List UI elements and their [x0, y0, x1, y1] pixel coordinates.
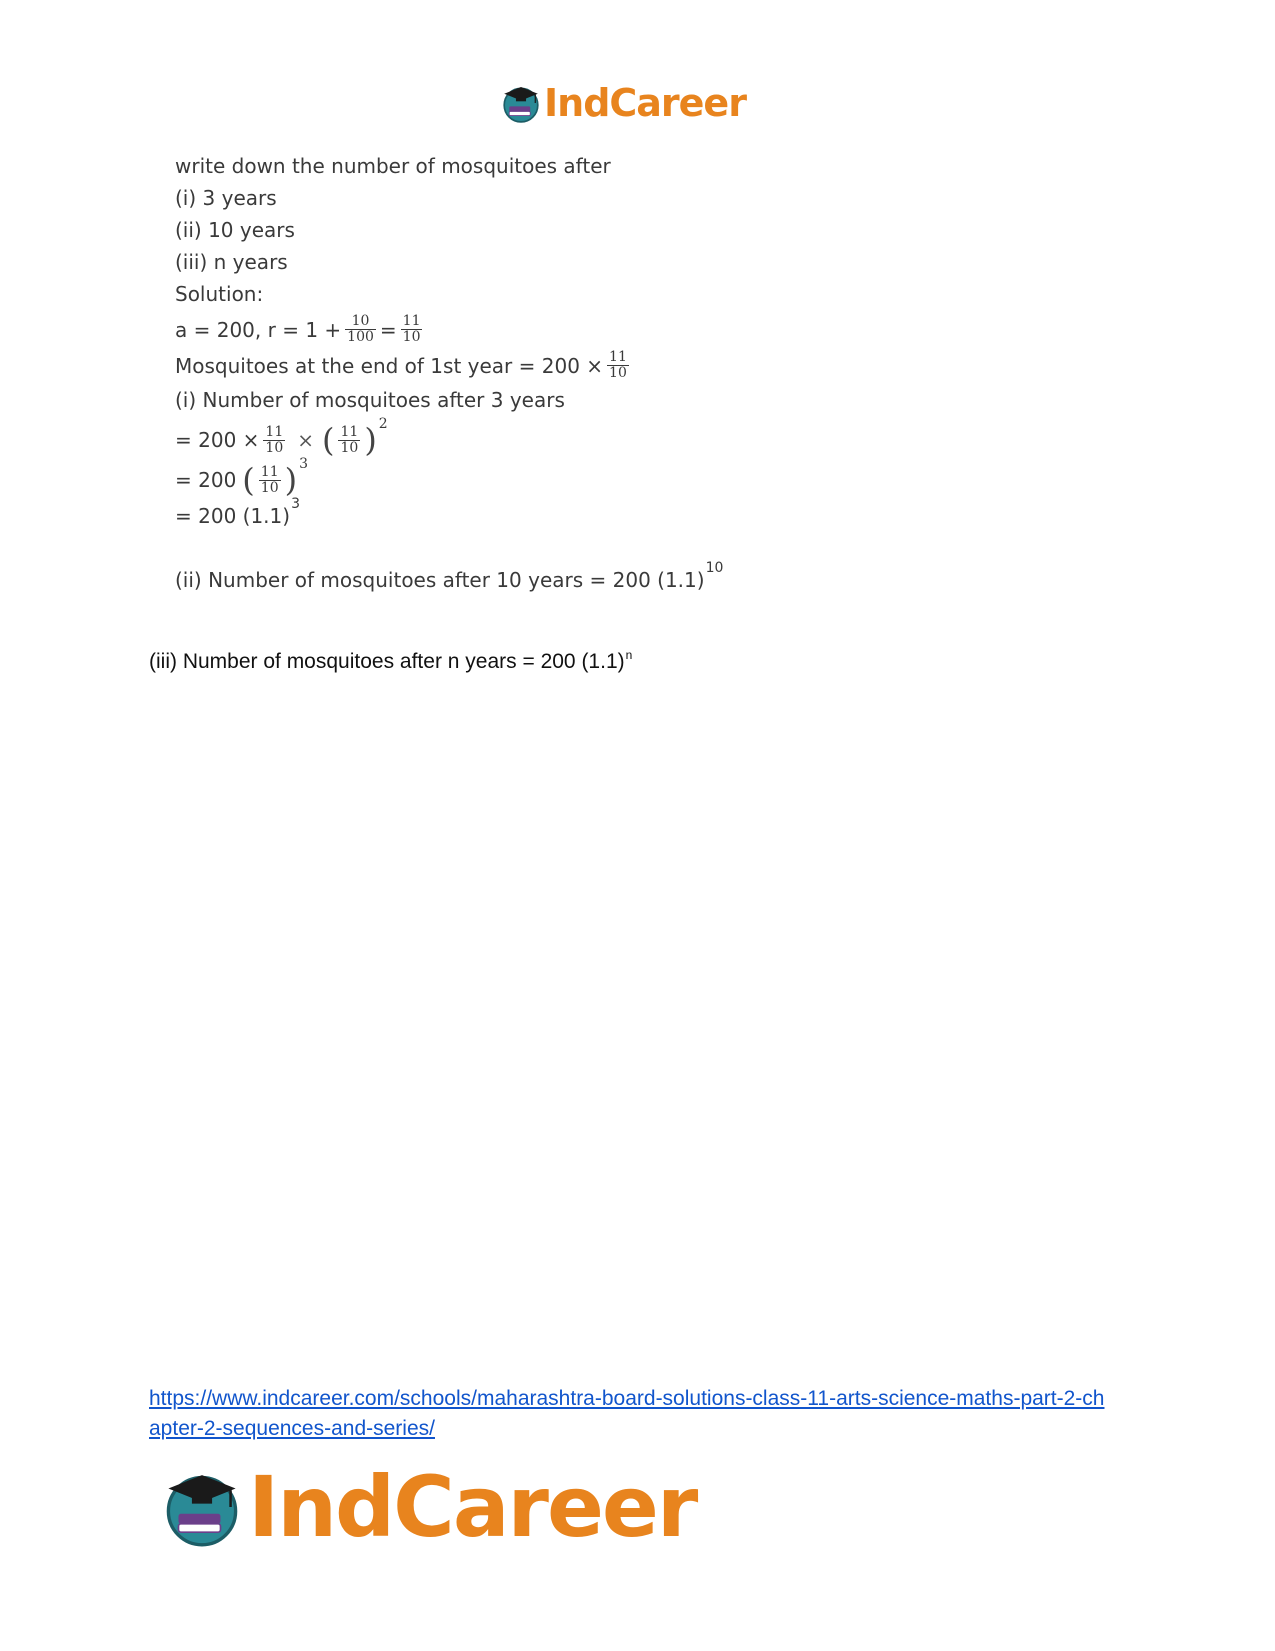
fraction-11-10: $\frac{11}{10}$: [402, 313, 421, 345]
part-i-heading: (i) Number of mosquitoes after 3 years: [175, 388, 565, 412]
given-prefix: a = 200, r = 1 +: [175, 317, 342, 342]
right-paren: ): [284, 461, 298, 499]
part-iii-result: [149, 650, 632, 674]
given-values: [175, 314, 426, 345]
part-i-step3: [175, 496, 300, 530]
footer-logo: [160, 1458, 697, 1556]
part-i-step2: [175, 456, 309, 499]
part-i-step1: [175, 416, 388, 459]
graduation-cap-globe-icon: [160, 1465, 244, 1549]
part-ii-result: [175, 560, 724, 594]
step2-exponent: 3: [299, 456, 309, 472]
source-link[interactable]: https://www.indcareer.com/schools/maharashtra-board-solutions-class-11-arts-science-maths-part-2-chapter-2-sequences-and-series/: [149, 1387, 1105, 1440]
part-ii-exponent: 10: [705, 560, 724, 576]
part-iii-exponent: n: [625, 648, 633, 662]
problem-part-i: (i) 3 years: [175, 186, 277, 210]
problem-intro: write down the number of mosquitoes after: [175, 154, 611, 178]
first-year-line: [175, 350, 633, 381]
step3-exponent: 3: [291, 496, 300, 512]
left-paren: (: [242, 461, 255, 499]
step1-paren-fraction: $\frac{11}{10}$: [340, 423, 359, 456]
first-year-text: Mosquitoes at the end of 1st year = 200 ×: [175, 353, 604, 378]
header-logo-text: IndCareer: [544, 81, 746, 125]
graduation-cap-globe-icon: [500, 82, 542, 124]
part-ii-text: (ii) Number of mosquitoes after 10 years = 200 (1.1): [175, 568, 705, 592]
right-paren: ): [364, 421, 377, 459]
step2-fraction: $\frac{11}{10}$: [260, 463, 279, 496]
header-logo: [500, 80, 746, 126]
step1-times: ×: [297, 428, 314, 452]
step2-prefix: = 200: [175, 468, 237, 492]
given-equals: =: [379, 317, 397, 342]
left-paren: (: [322, 421, 335, 459]
fraction-10-100: $\frac{10}{100}$: [347, 313, 374, 345]
step1-fraction: $\frac{11}{10}$: [265, 423, 284, 456]
problem-part-ii: (ii) 10 years: [175, 218, 295, 242]
footer-logo-text: IndCareer: [248, 1458, 697, 1556]
step1-prefix: = 200 ×: [175, 428, 260, 452]
step1-exponent: 2: [378, 416, 388, 432]
solution-heading: Solution:: [175, 282, 264, 306]
step3-prefix: = 200 (1.1): [175, 504, 291, 528]
part-iii-text: (iii) Number of mosquitoes after n years = 200 (1.1): [149, 650, 625, 673]
first-year-fraction: $\frac{11}{10}$: [609, 349, 627, 381]
problem-part-iii: (iii) n years: [175, 250, 288, 274]
